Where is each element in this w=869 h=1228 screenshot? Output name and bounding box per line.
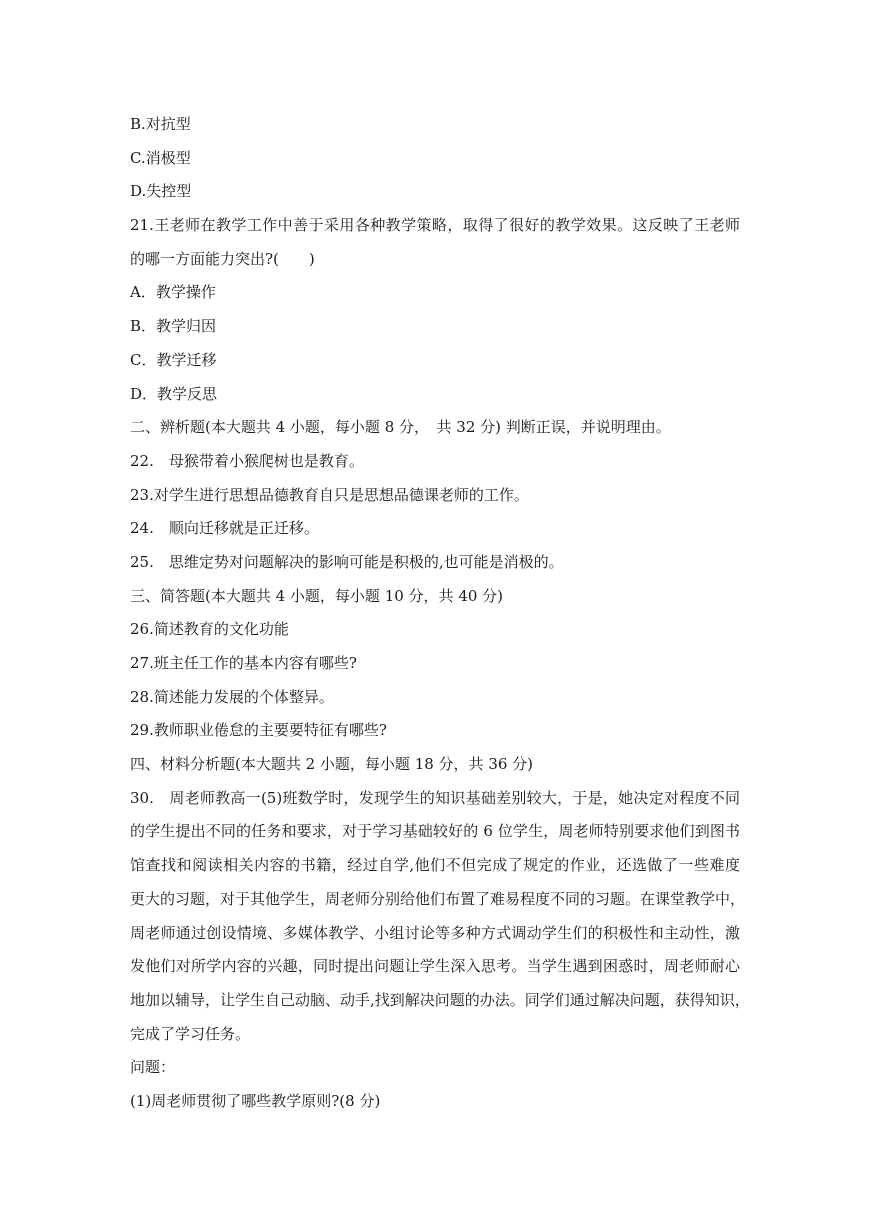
document-body — [130, 108, 750, 1119]
text-line: 的哪一方面能力突出?( ) — [130, 249, 315, 268]
text-line: 馆查找和阅读相关内容的书籍，经过自学,他们不但完成了规定的作业，还选做了一些难度 — [130, 856, 740, 875]
text-line: A．教学操作 — [130, 283, 216, 302]
text-line: 28.简述能力发展的个体整异。 — [130, 687, 334, 706]
text-line: 22. 母猴带着小猴爬树也是教育。 — [130, 451, 364, 470]
text-line: 25. 思维定势对问题解决的影响可能是积极的,也可能是消极的。 — [130, 552, 564, 571]
text-line: B．教学归因 — [130, 317, 217, 336]
text-line: D.失控型 — [130, 182, 192, 201]
text-line: 问题： — [130, 1058, 176, 1077]
text-line: 三、简答题(本大题共 4 小题，每小题 10 分，共 40 分) — [130, 586, 504, 605]
text-line: 30. 周老师教高一(5)班数学时，发现学生的知识基础差别较大，于是，她决定对程度不同 — [130, 788, 740, 807]
text-line: 完成了学习任务。 — [130, 1024, 251, 1043]
text-line: 四、材料分析题(本大题共 2 小题，每小题 18 分，共 36 分) — [130, 755, 534, 774]
text-line: 地加以辅导，让学生自己动脑、动手,找到解决问题的办法。同学们通过解决问题，获得知识， — [130, 990, 750, 1009]
text-line: 26.简述教育的文化功能 — [130, 620, 289, 639]
text-line: C.消极型 — [130, 148, 191, 167]
text-line: B.对抗型 — [130, 115, 191, 133]
text-line: 的学生提出不同的任务和要求，对于学习基础较好的 6 位学生，周老师特别要求他们到图书 — [130, 822, 740, 841]
text-line: 29.教师职业倦怠的主要要特征有哪些? — [130, 721, 387, 740]
text-line: 27.班主任工作的基本内容有哪些? — [130, 654, 357, 672]
text-line: 24. 顺向迁移就是正迁移。 — [130, 519, 319, 538]
text-line: 二、辨析题(本大题共 4 小题，每小题 8 分， 共 32 分) 判断正误，并说明理由。 — [130, 418, 671, 437]
text-line: 发他们对所学内容的兴趣，同时提出问题让学生深入思考。当学生遇到困惑时，周老师耐心 — [130, 957, 740, 976]
text-line: C．教学迁移 — [130, 350, 217, 369]
text-line: 周老师通过创设情境、多媒体教学、小组讨论等多种方式调动学生们的积极性和主动性，激 — [130, 923, 740, 942]
text-line: 21.王老师在教学工作中善于采用各种教学策略，取得了很好的教学效果。这反映了王老师 — [130, 216, 740, 235]
text-line: D．教学反思 — [130, 384, 218, 403]
text-line: (1)周老师贯彻了哪些教学原则?(8 分) — [130, 1091, 381, 1110]
text-line: 23.对学生进行思想品德教育自只是思想品德课老师的工作。 — [130, 485, 529, 504]
text-line: 更大的习题，对于其他学生，周老师分别给他们布置了难易程度不同的习题。在课堂教学中， — [130, 889, 746, 908]
